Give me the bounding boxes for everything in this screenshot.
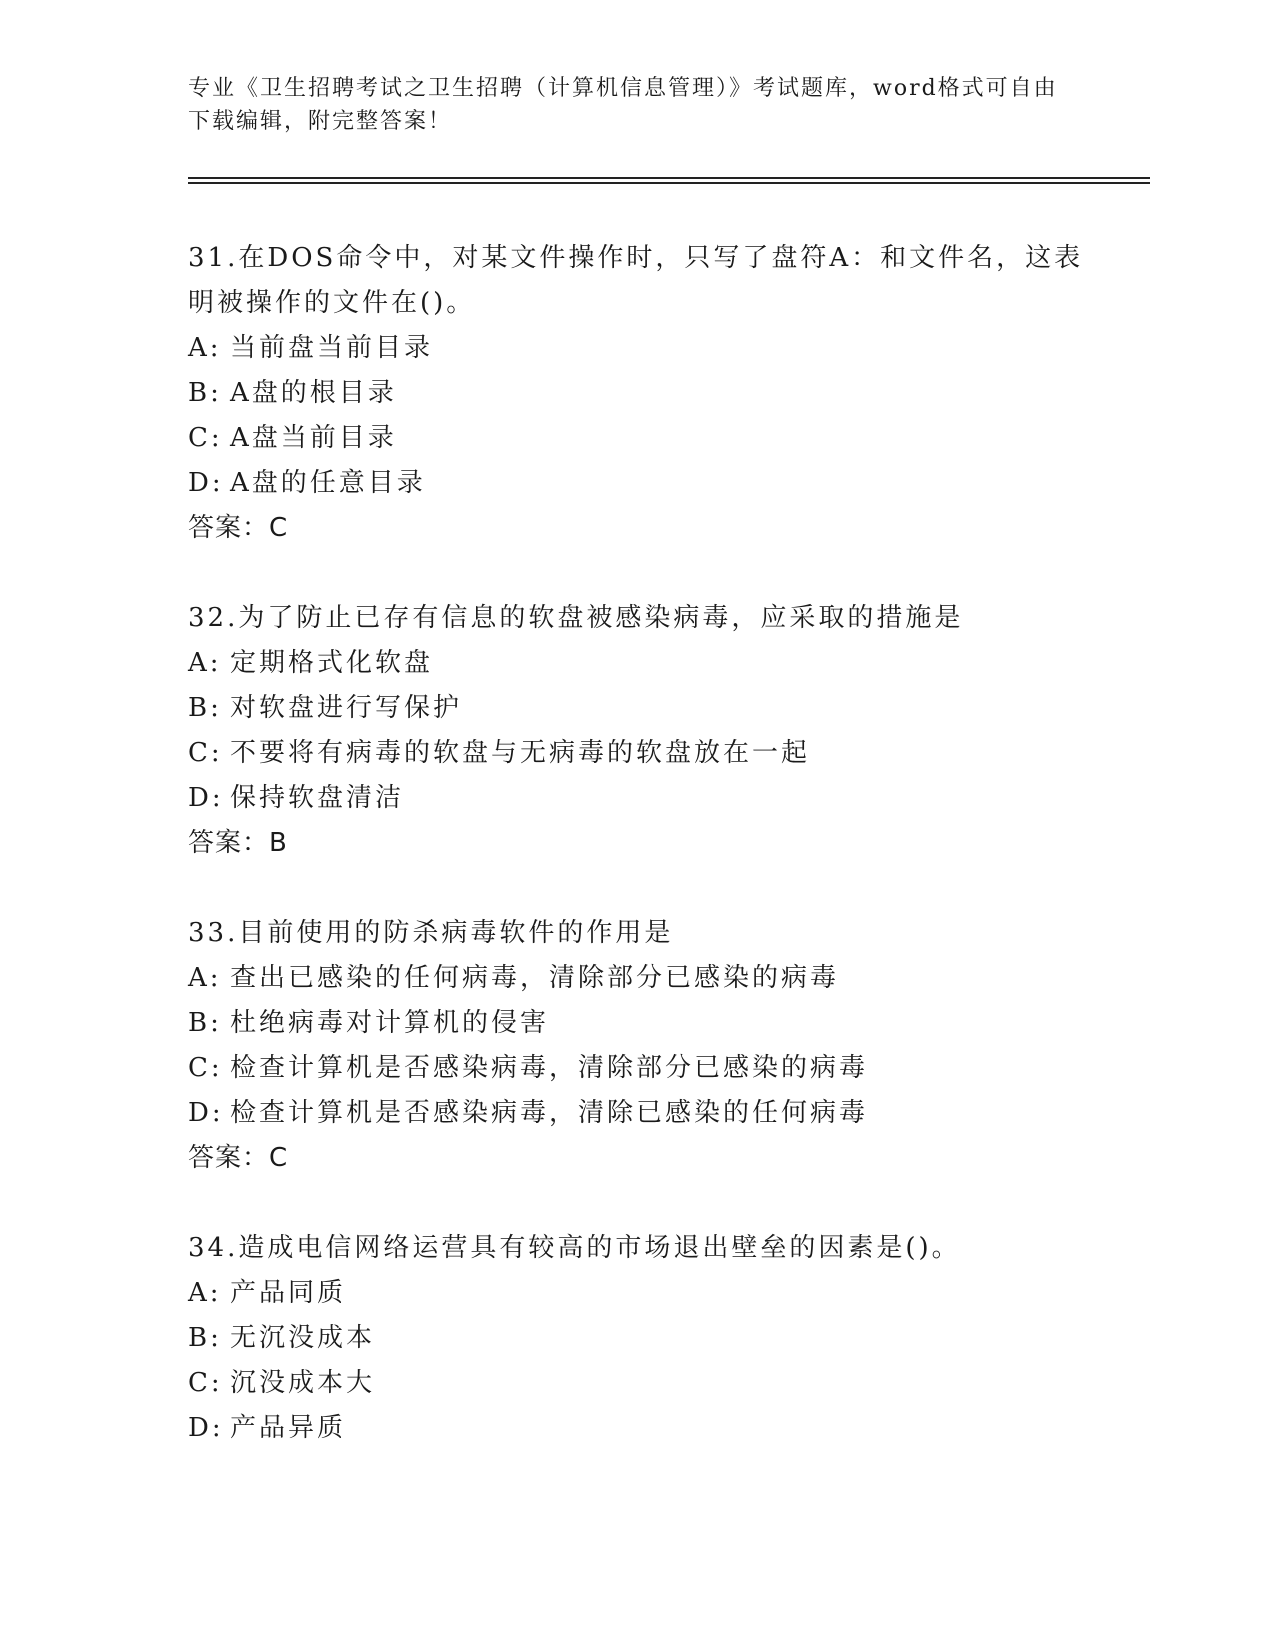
option-text: 对软盘进行写保护	[230, 693, 463, 723]
option-text: 不要将有病毒的软盘与无病毒的软盘放在一起	[230, 738, 811, 768]
header-rule-top	[188, 177, 1150, 179]
option-a	[188, 641, 1088, 686]
option-text: 沉没成本大	[230, 1368, 376, 1398]
option-b	[188, 1001, 1088, 1046]
question-list	[188, 236, 1088, 1496]
option-key: B:	[188, 378, 222, 408]
option-text: 查出已感染的任何病毒，清除部分已感染的病毒	[230, 963, 840, 993]
question-32	[188, 596, 1088, 866]
option-key: C:	[188, 738, 223, 768]
option-key: A:	[188, 333, 222, 363]
answer-line: 答案：B	[188, 828, 288, 858]
question-34	[188, 1226, 1088, 1451]
question-stem: 34.造成电信网络运营具有较高的市场退出壁垒的因素是()。	[188, 1233, 961, 1263]
option-d	[188, 1406, 1088, 1451]
option-c	[188, 1046, 1088, 1091]
question-stem: 31.在DOS命令中，对某文件操作时，只写了盘符A：和文件名，这表明被操作的文件在()。	[188, 243, 1084, 318]
option-key: C:	[188, 1368, 223, 1398]
option-a	[188, 326, 1088, 371]
option-a	[188, 956, 1088, 1001]
option-d	[188, 1091, 1088, 1136]
question-stem: 32.为了防止已存有信息的软盘被感染病毒，应采取的措施是	[188, 603, 964, 633]
option-text: 无沉没成本	[230, 1323, 376, 1353]
option-c	[188, 1361, 1088, 1406]
document-header: 专业《卫生招聘考试之卫生招聘（计算机信息管理）》考试题库，word格式可自由下载编辑，附完整答案！	[188, 76, 1058, 134]
option-text: 产品同质	[230, 1278, 347, 1308]
option-b	[188, 371, 1088, 416]
answer-line: 答案：C	[188, 513, 289, 543]
option-key: D:	[188, 468, 224, 498]
option-text: A盘的任意目录	[230, 468, 426, 498]
option-key: B:	[188, 693, 222, 723]
option-a	[188, 1271, 1088, 1316]
option-key: C:	[188, 1053, 223, 1083]
option-text: 检查计算机是否感染病毒，清除已感染的任何病毒	[230, 1098, 869, 1128]
option-text: 定期格式化软盘	[230, 648, 434, 678]
option-text: 保持软盘清洁	[230, 783, 405, 813]
option-key: B:	[188, 1008, 222, 1038]
option-b	[188, 1316, 1088, 1361]
option-text: A盘的根目录	[230, 378, 397, 408]
option-c	[188, 731, 1088, 776]
question-33	[188, 911, 1088, 1181]
option-c	[188, 416, 1088, 461]
option-d	[188, 461, 1088, 506]
option-key: D:	[188, 1098, 224, 1128]
question-31	[188, 236, 1088, 551]
option-key: A:	[188, 648, 222, 678]
option-d	[188, 776, 1088, 821]
option-key: D:	[188, 1413, 224, 1443]
option-key: B:	[188, 1323, 222, 1353]
option-text: A盘当前目录	[230, 423, 397, 453]
option-text: 检查计算机是否感染病毒，清除部分已感染的病毒	[230, 1053, 869, 1083]
header-rule-bottom	[188, 182, 1150, 184]
option-key: D:	[188, 783, 224, 813]
option-b	[188, 686, 1088, 731]
option-key: A:	[188, 963, 222, 993]
option-text: 产品异质	[230, 1413, 347, 1443]
question-stem: 33.目前使用的防杀病毒软件的作用是	[188, 918, 674, 948]
answer-line: 答案：C	[188, 1143, 289, 1173]
option-key: C:	[188, 423, 223, 453]
option-text: 杜绝病毒对计算机的侵害	[230, 1008, 550, 1038]
option-key: A:	[188, 1278, 222, 1308]
option-text: 当前盘当前目录	[230, 333, 434, 363]
